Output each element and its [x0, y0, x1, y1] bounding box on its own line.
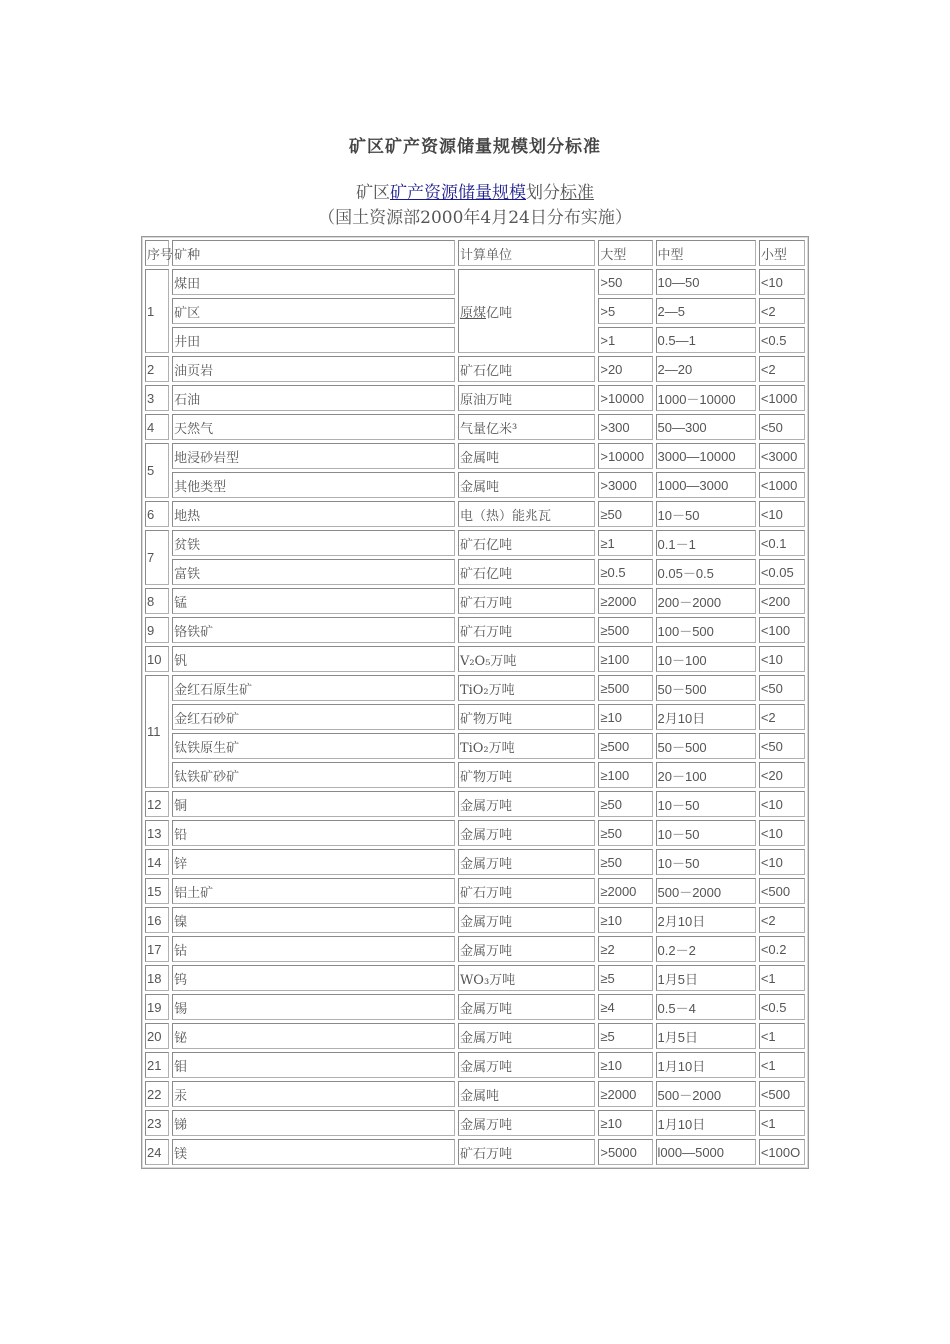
standards-table [142, 237, 808, 1168]
row-number: 18 [145, 965, 169, 991]
table-body [145, 240, 805, 1165]
subtitle-part-3: 标准 [560, 183, 594, 203]
medium-range: 1月10日 [656, 1110, 756, 1136]
table-row [145, 1023, 805, 1049]
small-threshold: <1 [759, 1023, 805, 1049]
unit-cell: 矿石亿吨 [458, 356, 595, 382]
unit-cell: TiO₂万吨 [458, 675, 595, 701]
row-number: 21 [145, 1052, 169, 1078]
unit-cell: 金属万吨 [458, 849, 595, 875]
small-threshold: <0.05 [759, 559, 805, 585]
large-threshold: >10000 [598, 385, 652, 411]
small-threshold: <500 [759, 878, 805, 904]
row-number: 4 [145, 414, 169, 440]
unit-cell: 矿物万吨 [458, 704, 595, 730]
unit-cell: 电（热）能兆瓦 [458, 501, 595, 527]
large-threshold: ≥500 [598, 675, 652, 701]
table-row [145, 791, 805, 817]
small-threshold: <2 [759, 356, 805, 382]
large-threshold: ≥2000 [598, 588, 652, 614]
small-threshold: <50 [759, 414, 805, 440]
large-threshold: ≥1 [598, 530, 652, 556]
medium-range: 0.1－1 [656, 530, 756, 556]
large-threshold: ≥500 [598, 733, 652, 759]
mineral-name: 富铁 [172, 559, 455, 585]
large-threshold: ≥4 [598, 994, 652, 1020]
large-threshold: ≥5 [598, 1023, 652, 1049]
mineral-name: 锡 [172, 994, 455, 1020]
large-threshold: ≥10 [598, 704, 652, 730]
row-number: 16 [145, 907, 169, 933]
small-threshold: <1000 [759, 385, 805, 411]
table-row [145, 588, 805, 614]
table-row [145, 1081, 805, 1107]
subtitle-link[interactable]: 矿产资源储量规模 [390, 183, 526, 203]
header-no: 序号 [145, 240, 169, 266]
large-threshold: >5000 [598, 1139, 652, 1165]
row-number: 8 [145, 588, 169, 614]
unit-cell: 金属万吨 [458, 936, 595, 962]
medium-range: l000—5000 [656, 1139, 756, 1165]
row-number: 19 [145, 994, 169, 1020]
row-number: 5 [145, 443, 169, 498]
medium-range: 1月10日 [656, 1052, 756, 1078]
unit-cell: 金属万吨 [458, 1110, 595, 1136]
unit-cell: 矿石万吨 [458, 617, 595, 643]
large-threshold: ≥10 [598, 1052, 652, 1078]
small-threshold: <200 [759, 588, 805, 614]
unit-cell: 金属吨 [458, 472, 595, 498]
table-row [145, 443, 805, 469]
subtitle-part-2: 划分 [526, 183, 560, 203]
large-threshold: ≥50 [598, 791, 652, 817]
table-row [145, 878, 805, 904]
large-threshold: ≥500 [598, 617, 652, 643]
small-threshold: <0.2 [759, 936, 805, 962]
subtitle-part-1: 矿区 [356, 183, 390, 203]
unit-underlined: 原煤 [459, 305, 486, 321]
medium-range: 0.5－4 [656, 994, 756, 1020]
unit-cell: 金属万吨 [458, 791, 595, 817]
small-threshold: <50 [759, 733, 805, 759]
unit-cell: 矿石万吨 [458, 588, 595, 614]
unit-cell: 矿石亿吨 [458, 530, 595, 556]
table-row [145, 733, 805, 759]
unit-cell: 矿石万吨 [458, 878, 595, 904]
unit-cell: 矿石亿吨 [458, 559, 595, 585]
unit-cell: TiO₂万吨 [458, 733, 595, 759]
row-number: 20 [145, 1023, 169, 1049]
large-threshold: >20 [598, 356, 652, 382]
small-threshold: <100O [759, 1139, 805, 1165]
medium-range: 10－50 [656, 820, 756, 846]
row-number: 9 [145, 617, 169, 643]
table-row [145, 1139, 805, 1165]
small-threshold: <1000 [759, 472, 805, 498]
medium-range: 10—50 [656, 269, 756, 295]
row-number: 22 [145, 1081, 169, 1107]
unit-cell: 金属万吨 [458, 994, 595, 1020]
medium-range: 0.2－2 [656, 936, 756, 962]
mineral-name: 锌 [172, 849, 455, 875]
mineral-name: 金红石原生矿 [172, 675, 455, 701]
mineral-name: 铬铁矿 [172, 617, 455, 643]
row-number: 7 [145, 530, 169, 585]
medium-range: 0.05－0.5 [656, 559, 756, 585]
unit-cell: 原油万吨 [458, 385, 595, 411]
large-threshold: ≥100 [598, 762, 652, 788]
unit-cell: 金属万吨 [458, 907, 595, 933]
table-row [145, 704, 805, 730]
medium-range: 2月10日 [656, 907, 756, 933]
medium-range: 50－500 [656, 733, 756, 759]
mineral-name: 镍 [172, 907, 455, 933]
standards-table-frame [141, 236, 809, 1169]
small-threshold: <20 [759, 762, 805, 788]
table-row [145, 849, 805, 875]
row-number: 2 [145, 356, 169, 382]
large-threshold: >50 [598, 269, 652, 295]
mineral-name: 镁 [172, 1139, 455, 1165]
small-threshold: <2 [759, 704, 805, 730]
mineral-name: 天然气 [172, 414, 455, 440]
unit-rest: 亿吨 [485, 305, 512, 321]
row-number: 24 [145, 1139, 169, 1165]
table-row [145, 907, 805, 933]
table-row [145, 1110, 805, 1136]
small-threshold: <0.1 [759, 530, 805, 556]
small-threshold: <1 [759, 1110, 805, 1136]
small-threshold: <3000 [759, 443, 805, 469]
table-row [145, 269, 805, 295]
mineral-name: 铜 [172, 791, 455, 817]
row-number: 12 [145, 791, 169, 817]
mineral-name: 钨 [172, 965, 455, 991]
medium-range: 2月10日 [656, 704, 756, 730]
medium-range: 500－2000 [656, 878, 756, 904]
small-threshold: <2 [759, 298, 805, 324]
header-mineral: 矿种 [172, 240, 455, 266]
small-threshold: <10 [759, 849, 805, 875]
row-number: 10 [145, 646, 169, 672]
table-row [145, 472, 805, 498]
medium-range: 1000－10000 [656, 385, 756, 411]
large-threshold: ≥50 [598, 501, 652, 527]
large-threshold: ≥0.5 [598, 559, 652, 585]
medium-range: 10－50 [656, 791, 756, 817]
unit-cell [458, 269, 595, 353]
small-threshold: <100 [759, 617, 805, 643]
medium-range: 2—20 [656, 356, 756, 382]
small-threshold: <500 [759, 1081, 805, 1107]
table-row [145, 1052, 805, 1078]
large-threshold: ≥5 [598, 965, 652, 991]
mineral-name: 其他类型 [172, 472, 455, 498]
small-threshold: <10 [759, 791, 805, 817]
mineral-name: 钛铁矿砂矿 [172, 762, 455, 788]
large-threshold: ≥10 [598, 1110, 652, 1136]
row-number: 14 [145, 849, 169, 875]
table-row [145, 356, 805, 382]
unit-cell: WO₃万吨 [458, 965, 595, 991]
table-row [145, 414, 805, 440]
table-row [145, 820, 805, 846]
medium-range: 3000—10000 [656, 443, 756, 469]
table-row [145, 965, 805, 991]
row-number: 15 [145, 878, 169, 904]
mineral-name: 锑 [172, 1110, 455, 1136]
mineral-name: 油页岩 [172, 356, 455, 382]
large-threshold: >1 [598, 327, 652, 353]
medium-range: 1月5日 [656, 965, 756, 991]
row-number: 23 [145, 1110, 169, 1136]
large-threshold: ≥100 [598, 646, 652, 672]
large-threshold: ≥2000 [598, 1081, 652, 1107]
mineral-name: 铝土矿 [172, 878, 455, 904]
mineral-name: 钛铁原生矿 [172, 733, 455, 759]
medium-range: 10－50 [656, 849, 756, 875]
medium-range: 200－2000 [656, 588, 756, 614]
mineral-name: 煤田 [172, 269, 455, 295]
small-threshold: <0.5 [759, 327, 805, 353]
row-number: 6 [145, 501, 169, 527]
mineral-name: 钒 [172, 646, 455, 672]
table-row [145, 936, 805, 962]
mineral-name: 地浸砂岩型 [172, 443, 455, 469]
large-threshold: ≥10 [598, 907, 652, 933]
unit-cell: 矿物万吨 [458, 762, 595, 788]
mineral-name: 钼 [172, 1052, 455, 1078]
medium-range: 2—5 [656, 298, 756, 324]
unit-cell: 金属万吨 [458, 1023, 595, 1049]
large-threshold: ≥50 [598, 820, 652, 846]
mineral-name: 矿区 [172, 298, 455, 324]
header-small: 小型 [759, 240, 805, 266]
mineral-name: 铅 [172, 820, 455, 846]
unit-cell: 金属万吨 [458, 820, 595, 846]
unit-cell: 金属吨 [458, 1081, 595, 1107]
table-row [145, 501, 805, 527]
medium-range: 50—300 [656, 414, 756, 440]
medium-range: 500－2000 [656, 1081, 756, 1107]
medium-range: 50－500 [656, 675, 756, 701]
medium-range: 10－100 [656, 646, 756, 672]
header-unit: 计算单位 [458, 240, 595, 266]
small-threshold: <0.5 [759, 994, 805, 1020]
medium-range: 20－100 [656, 762, 756, 788]
medium-range: 0.5—1 [656, 327, 756, 353]
table-row [145, 530, 805, 556]
issuance-note: （国土资源部2000年4月24日分布实施） [318, 208, 632, 228]
unit-cell: 气量亿米³ [458, 414, 595, 440]
medium-range: 1月5日 [656, 1023, 756, 1049]
small-threshold: <2 [759, 907, 805, 933]
table-row [145, 385, 805, 411]
header-large: 大型 [598, 240, 652, 266]
row-number: 13 [145, 820, 169, 846]
mineral-name: 石油 [172, 385, 455, 411]
mineral-name: 贫铁 [172, 530, 455, 556]
unit-cell: 矿石万吨 [458, 1139, 595, 1165]
medium-range: 1000—3000 [656, 472, 756, 498]
table-row [145, 994, 805, 1020]
table-subtitle [0, 178, 950, 203]
mineral-name: 汞 [172, 1081, 455, 1107]
row-number: 11 [145, 675, 169, 788]
medium-range: 10－50 [656, 501, 756, 527]
large-threshold: >5 [598, 298, 652, 324]
table-row [145, 675, 805, 701]
row-number: 3 [145, 385, 169, 411]
small-threshold: <50 [759, 675, 805, 701]
small-threshold: <1 [759, 965, 805, 991]
unit-cell: 金属万吨 [458, 1052, 595, 1078]
large-threshold: ≥2000 [598, 878, 652, 904]
mineral-name: 锰 [172, 588, 455, 614]
large-threshold: >300 [598, 414, 652, 440]
small-threshold: <1 [759, 1052, 805, 1078]
table-header-row [145, 240, 805, 266]
large-threshold: ≥2 [598, 936, 652, 962]
mineral-name: 金红石砂矿 [172, 704, 455, 730]
table-row [145, 559, 805, 585]
large-threshold: >3000 [598, 472, 652, 498]
mineral-name: 井田 [172, 327, 455, 353]
large-threshold: ≥50 [598, 849, 652, 875]
table-row [145, 617, 805, 643]
small-threshold: <10 [759, 646, 805, 672]
small-threshold: <10 [759, 820, 805, 846]
mineral-name: 地热 [172, 501, 455, 527]
mineral-name: 钴 [172, 936, 455, 962]
row-number: 1 [145, 269, 169, 353]
table-row [145, 762, 805, 788]
row-number: 17 [145, 936, 169, 962]
large-threshold: >10000 [598, 443, 652, 469]
medium-range: 100－500 [656, 617, 756, 643]
small-threshold: <10 [759, 501, 805, 527]
mineral-name: 铋 [172, 1023, 455, 1049]
document-title: 矿区矿产资源储量规模划分标准 [349, 137, 601, 157]
small-threshold: <10 [759, 269, 805, 295]
header-medium: 中型 [656, 240, 756, 266]
unit-cell: V₂O₅万吨 [458, 646, 595, 672]
table-row [145, 646, 805, 672]
unit-cell: 金属吨 [458, 443, 595, 469]
